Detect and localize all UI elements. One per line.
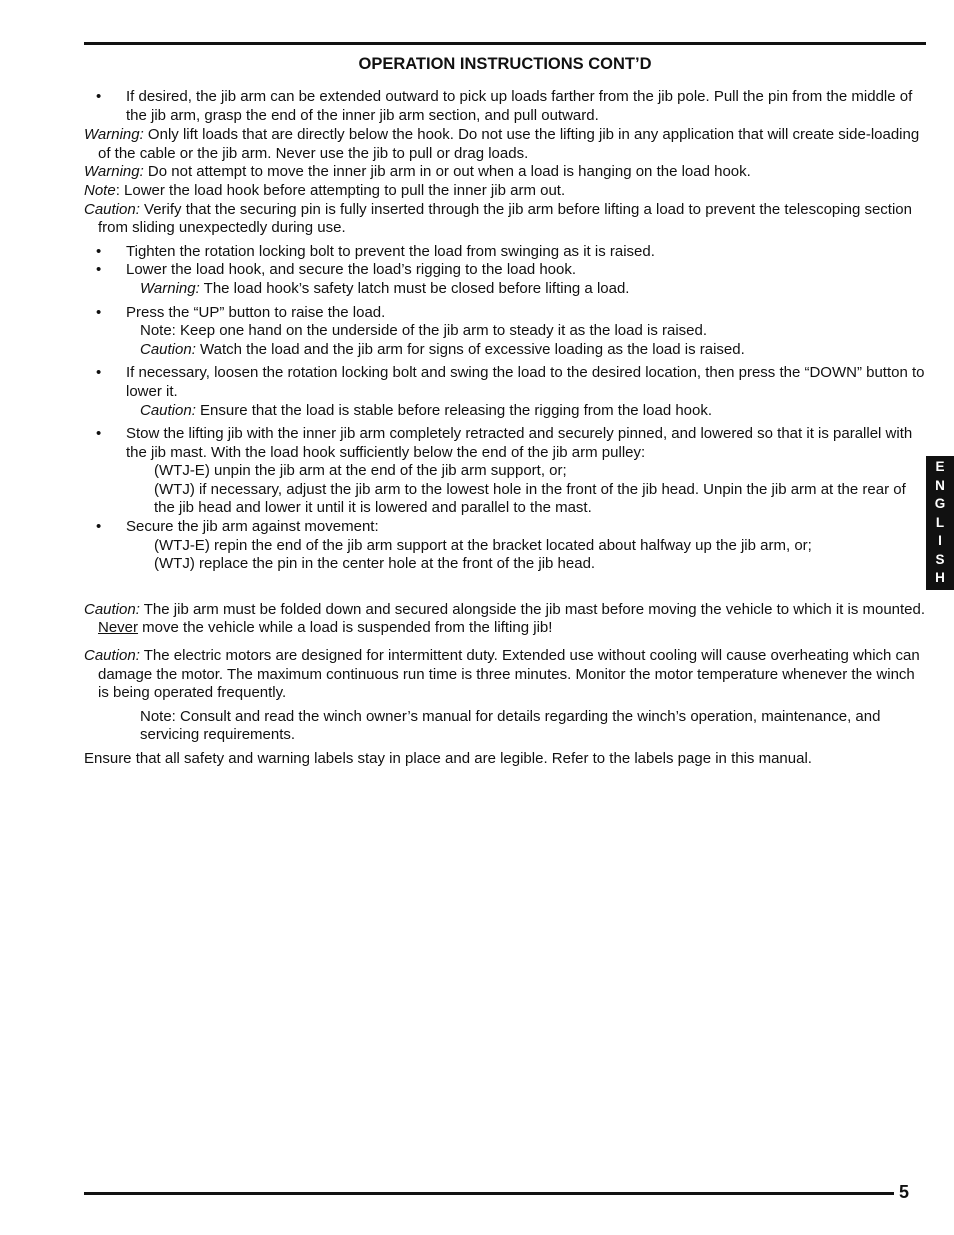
page-title: OPERATION INSTRUCTIONS CONT’D [358, 55, 652, 73]
caution-moving-vehicle: Caution: The jib arm must be folded down and secured alongside the jib mast before moving the vehicle to which it is mounted. Never move the vehicle while a load is suspended from the lifting jib! [84, 600, 926, 637]
bullet-icon: • [96, 303, 102, 321]
tab-letter: G [934, 496, 946, 511]
bullet-icon: • [96, 261, 102, 279]
tab-letter: I [938, 533, 942, 548]
warning-side-loading: Warning: Only lift loads that are directly below the hook. Do not use the lifting jib in any application that will create side-loading of the cable or the jib arm. Never use the jib to pull or drag loads. [84, 126, 920, 162]
bottom-rule [84, 1192, 894, 1195]
bullet-icon: • [96, 88, 102, 105]
final-labels-note: Ensure that all safety and warning labels stay in place and are legible. Refer to the labels page in this manual. [84, 750, 812, 767]
warning-safety-latch: Warning: The load hook’s safety latch must be closed before lifting a load. [140, 279, 630, 297]
instructions-body [84, 88, 926, 769]
page-number: 5 [899, 1182, 910, 1202]
bullet-icon: • [96, 364, 102, 382]
caution-securing-pin: Caution: Verify that the securing pin is fully inserted through the jib arm before lifting a load to prevent the telescoping section from sliding unexpectedly during use. [84, 200, 912, 237]
substep-wtje-unpin: (WTJ-E) unpin the jib arm at the end of the jib arm support, or; [154, 462, 567, 480]
language-tab-english [926, 456, 954, 590]
note-lower-hook: Note: Lower the load hook before attempting to pull the inner jib arm out. [84, 181, 566, 199]
bullet-press-up: • Press the “UP” button to raise the load. [96, 303, 386, 321]
caution-excessive-loading: Caution: Watch the load and the jib arm for signs of excessive loading as the load is raised. [140, 340, 745, 358]
bullet-tighten-bolt: • Tighten the rotation locking bolt to prevent the load from swinging as it is raised. [96, 242, 655, 260]
note-steady-arm: Note: Keep one hand on the underside of the jib arm to steady it as the load is raised. [140, 322, 708, 340]
bullet-lower-hook: • Lower the load hook, and secure the load’s rigging to the load hook. [96, 261, 577, 279]
tab-letter: N [935, 477, 945, 493]
substep-wtje-repin: (WTJ-E) repin the end of the jib arm support at the bracket located about halfway up the jib arm, or; [154, 536, 812, 554]
substep-wtj-adjust: (WTJ) if necessary, adjust the jib arm to the lowest hole in the front of the jib head. Unpin the jib arm at the rear of the jib head and lower it until it is lowered and parallel to the mast. [154, 480, 906, 517]
bullet-swing-load: • If necessary, loosen the rotation locking bolt and swing the load to the desired location, then press the “DOWN” button to lower it. [96, 364, 925, 400]
bullet-secure-arm: • Secure the jib arm against movement: [96, 518, 379, 536]
tab-letter: E [935, 459, 945, 474]
tab-letter: H [935, 570, 945, 585]
bullet-icon: • [96, 425, 102, 443]
bullet-icon: • [96, 242, 102, 260]
caution-load-stable: Caution: Ensure that the load is stable before releasing the rigging from the load hook. [140, 401, 713, 419]
bullet-extend-arm: • If desired, the jib arm can be extended outward to pick up loads farther from the jib pole. Pull the pin from the middle of the jib arm, grasp the end of the inner jib arm section, and pull outward. [96, 88, 913, 124]
tab-letter: S [935, 551, 945, 567]
top-rule [84, 42, 926, 45]
substep-wtj-replace-pin: (WTJ) replace the pin in the center hole at the front of the jib head. [154, 555, 596, 573]
tab-letter: L [935, 514, 945, 530]
bullet-icon: • [96, 518, 102, 536]
note-winch-manual: Note: Consult and read the winch owner’s manual for details regarding the winch’s operation, maintenance, and servicing requirements. [140, 707, 881, 744]
bullet-stow-jib: • Stow the lifting jib with the inner jib arm completely retracted and securely pinned, and lowered so that it is parallel with the jib mast. With the load hook sufficiently below the end of the jib arm pulley: [96, 425, 913, 461]
warning-move-inner-arm: Warning: Do not attempt to move the inner jib arm in or out when a load is hanging on the load hook. [84, 163, 751, 181]
caution-intermittent-duty: Caution: The electric motors are designed for intermittent duty. Extended use without cooling will cause overheating which can damage the motor. The maximum continuous run time is three minutes. Monitor the motor temperature whenever the winch is being operated frequently. [84, 647, 920, 702]
